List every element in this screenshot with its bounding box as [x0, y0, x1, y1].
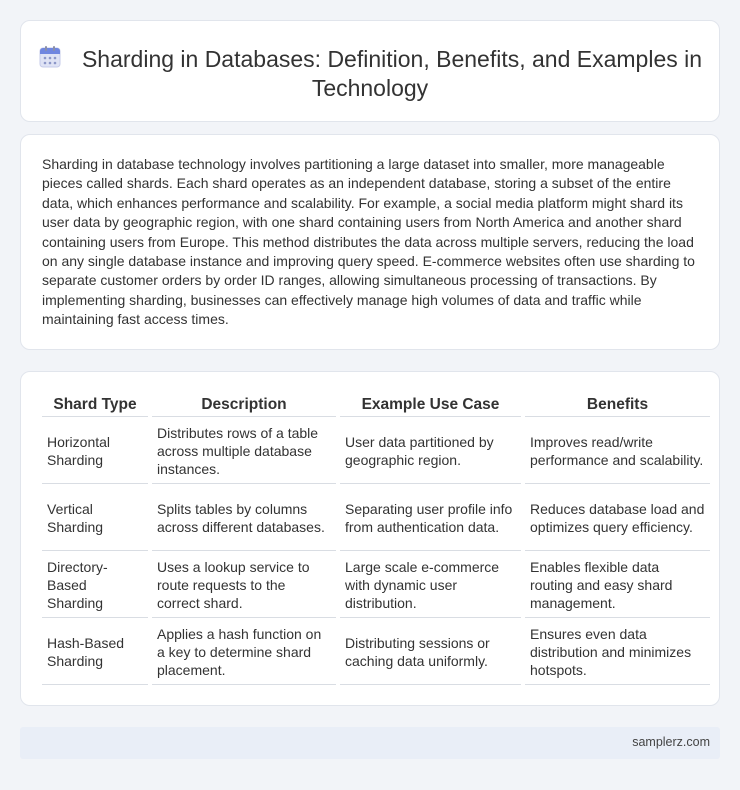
- table-cell: Uses a lookup service to route requests to the correct shard.: [152, 551, 336, 618]
- intro-paragraph: Sharding in database technology involves partitioning a large dataset into smaller, more manageable pieces called shards. Each shard operates as an independent database, storing a subset of the entire data, which enhances performance and scalability. For example, a social media platform might shard its user data by geographic region, with one shard containing users from North America and another shard containing users from Europe. This method distributes the data across multiple servers, reducing the load on any single database instance and improving query speed. E-commerce websites often use sharding to separate customer orders by order ID ranges, allowing simultaneous processing of transactions. By implementing sharding, businesses can effectively manage high volumes of data and traffic while maintaining fast access times.: [42, 156, 695, 328]
- table-cell: Ensures even data distribution and minimizes hotspots.: [525, 618, 710, 685]
- table-header-row: [42, 393, 710, 417]
- column-header: Description: [152, 393, 336, 417]
- table-row: [42, 484, 710, 551]
- table-row: [42, 618, 710, 685]
- table-cell: Distributes rows of a table across multiple database instances.: [152, 417, 336, 484]
- table-cell: Directory-Based Sharding: [42, 551, 148, 618]
- footer-site-link[interactable]: samplerz.com: [632, 735, 710, 749]
- table-cell: Hash-Based Sharding: [42, 618, 148, 685]
- table-cell: Reduces database load and optimizes query efficiency.: [525, 484, 710, 551]
- table-cell: Splits tables by columns across different databases.: [152, 484, 336, 551]
- table-cell: Distributing sessions or caching data uniformly.: [340, 618, 521, 685]
- table-cell: User data partitioned by geographic region.: [340, 417, 521, 484]
- page-title: Sharding in Databases: Definition, Benefits, and Examples in Technology: [81, 46, 703, 101]
- table-card: [20, 371, 720, 706]
- table-cell: Large scale e-commerce with dynamic user distribution.: [340, 551, 521, 618]
- table-cell: Separating user profile info from authentication data.: [340, 484, 521, 551]
- calendar-icon: [38, 45, 62, 69]
- table-row: [42, 417, 710, 484]
- table-cell: Enables flexible data routing and easy shard management.: [525, 551, 710, 618]
- table-cell: Applies a hash function on a key to determine shard placement.: [152, 618, 336, 685]
- table-cell: Vertical Sharding: [42, 484, 148, 551]
- column-header: Example Use Case: [340, 393, 521, 417]
- column-header: Benefits: [525, 393, 710, 417]
- table-cell: Improves read/write performance and scalability.: [525, 417, 710, 484]
- intro-card: [20, 134, 720, 350]
- column-header: Shard Type: [42, 393, 148, 417]
- table-cell: Horizontal Sharding: [42, 417, 148, 484]
- table-row: [42, 551, 710, 618]
- title-card: [20, 20, 720, 122]
- shard-types-table: [38, 393, 714, 685]
- footer-bar: [20, 727, 720, 759]
- page-title-container: [21, 45, 719, 103]
